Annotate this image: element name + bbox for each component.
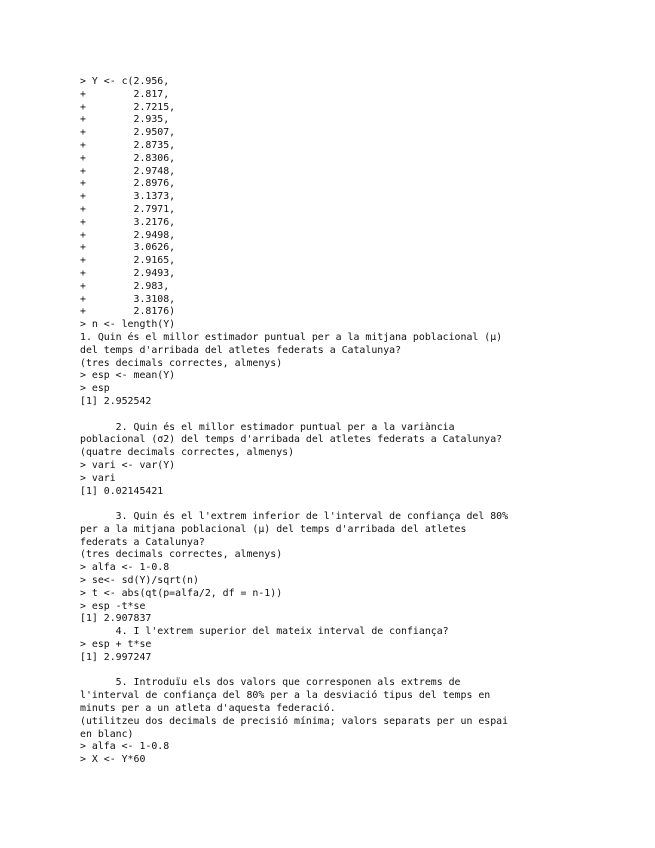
output-line: [1] 0.02145421	[80, 485, 164, 497]
code-line: > Y <- c(2.956,	[80, 76, 170, 87]
question-5	[80, 677, 640, 767]
question-4	[80, 626, 640, 664]
code-line: > X <- Y*60	[80, 754, 146, 766]
question-text: del temps d'arribada del atletes federats a Catalunya?	[80, 344, 402, 356]
question-1	[80, 332, 640, 409]
code-line: + 2.935,	[80, 114, 170, 126]
question-text: per a la mitjana poblacional (μ) del temps d'arribada del atletes	[80, 523, 467, 535]
question-text: minuts per a un atleta d'aquesta federació.	[80, 703, 336, 715]
question-3	[80, 511, 640, 626]
code-line: > n <- length(Y)	[80, 319, 176, 331]
code-line: + 2.9165,	[80, 255, 176, 267]
code-line: + 2.983,	[80, 280, 170, 292]
code-line: + 3.0626,	[80, 242, 176, 254]
question-text: 2. Quin és el millor estimador puntual per a la variància	[80, 421, 455, 433]
code-line: > esp <- mean(Y)	[80, 370, 176, 382]
question-text: 1. Quin és el millor estimador puntual per a la mitjana poblacional (μ)	[80, 331, 503, 343]
output-line: [1] 2.997247	[80, 651, 152, 663]
code-line: + 3.1373,	[80, 191, 176, 203]
code-line: + 2.9493,	[80, 267, 176, 279]
spacer	[80, 409, 640, 422]
code-line: + 2.817,	[80, 88, 170, 100]
code-line: + 2.8735,	[80, 139, 176, 151]
code-line: + 2.7215,	[80, 101, 176, 113]
code-line: + 2.9748,	[80, 165, 176, 177]
code-line: > vari <- var(Y)	[80, 459, 176, 471]
code-line: > t <- abs(qt(p=alfa/2, df = n-1))	[80, 587, 283, 599]
code-line: + 2.9507,	[80, 127, 176, 139]
spacer	[80, 498, 640, 511]
code-line: + 2.8306,	[80, 152, 176, 164]
code-line: > esp + t*se	[80, 639, 152, 651]
code-line: > alfa <- 1-0.8	[80, 741, 170, 753]
code-line: > vari	[80, 472, 116, 484]
spacer	[80, 665, 640, 678]
output-line: [1] 2.907837	[80, 613, 152, 625]
code-line: > esp -t*se	[80, 600, 146, 612]
question-text: 5. Introduïu els dos valors que corresponen als extrems de	[80, 677, 461, 689]
question-text: 4. I l'extrem superior del mateix interval de confiança?	[80, 626, 449, 638]
output-line: [1] 2.952542	[80, 395, 152, 407]
code-line: > alfa <- 1-0.8	[80, 562, 170, 574]
question-text: (tres decimals correctes, almenys)	[80, 549, 283, 561]
question-text: federats a Catalunya?	[80, 536, 205, 548]
code-line: + 3.3108,	[80, 293, 176, 305]
code-line: + 2.8176)	[80, 306, 176, 318]
question-text: 3. Quin és el l'extrem inferior de l'interval de confiança del 80%	[80, 511, 509, 523]
question-text: (quatre decimals correctes, almenys)	[80, 447, 295, 459]
question-text: poblacional (σ2) del temps d'arribada del atletes federats a Catalunya?	[80, 434, 503, 446]
question-text: (utilitzeu dos decimals de precisió mínima; valors separats per un espai	[80, 715, 509, 727]
code-line: > esp	[80, 383, 110, 395]
r-console-transcript	[80, 76, 640, 767]
question-text: (tres decimals correctes, almenys)	[80, 357, 283, 369]
question-2	[80, 422, 640, 499]
question-text: en blanc)	[80, 728, 134, 740]
code-line: + 2.9498,	[80, 229, 176, 241]
question-text: l'interval de confiança del 80% per a la desviació tipus del temps en	[80, 690, 491, 702]
code-line: + 2.8976,	[80, 178, 176, 190]
y-vector-assignment	[80, 76, 640, 332]
code-line: + 3.2176,	[80, 216, 176, 228]
code-line: > se<- sd(Y)/sqrt(n)	[80, 575, 199, 587]
code-line: + 2.7971,	[80, 203, 176, 215]
